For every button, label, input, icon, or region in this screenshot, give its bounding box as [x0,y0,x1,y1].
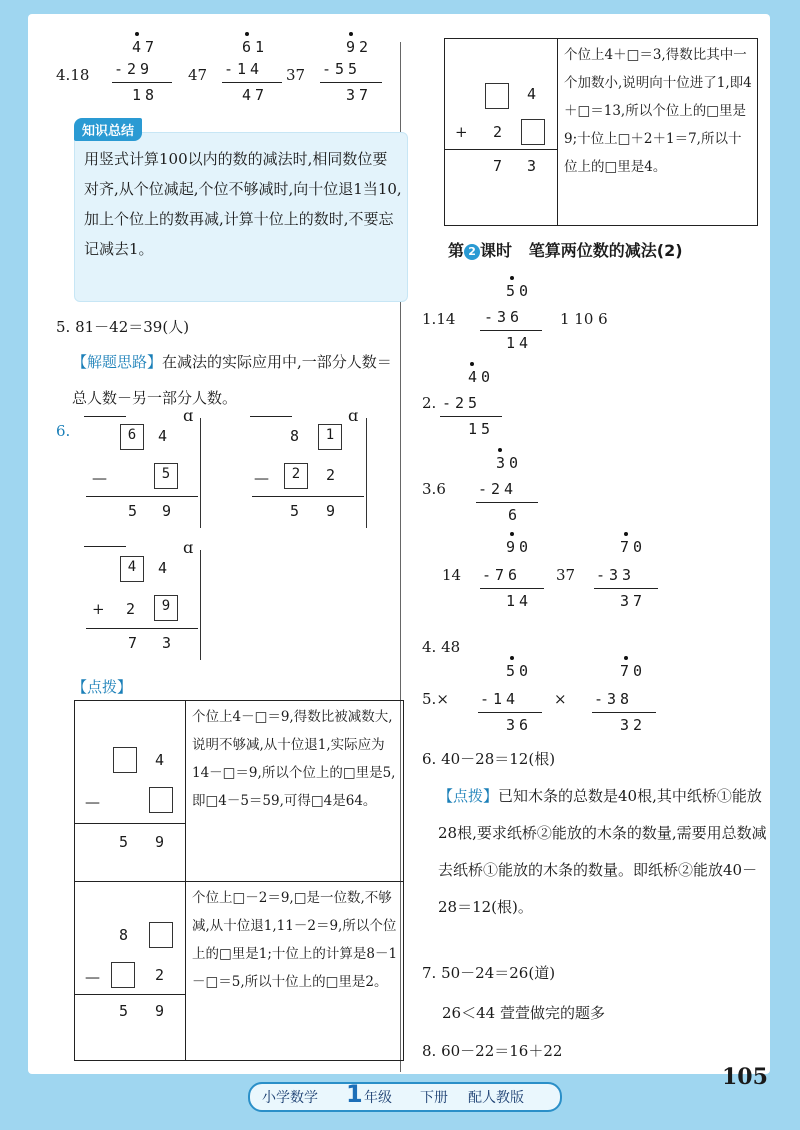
r1-rest: 1 10 6 [560,310,608,328]
r3b-a: 14 [442,566,462,584]
r3b-b: 37 [556,566,576,584]
r1-label: 1.14 [422,310,456,328]
r7-line2: 26＜44 萱萱做完的题多 [442,1004,605,1022]
hint-calc-3: 4 + 2 7 3 [445,39,558,226]
r5-label: 5.× [422,690,449,708]
q4-label: 4.18 [56,66,90,84]
hint-text-3: 个位上4＋□＝3,得数比其中一个加数小,说明向十位进了1,即4＋□＝13,所以个位上的□里是9;十位上□＋2＋1＝7,所以十位上的□里是4。 [564,47,752,175]
knowledge-badge: 知识总结 [74,118,142,141]
hint-text-2: 个位上□－2＝9,□是一位数,不够减,从十位退1,11－2＝9,所以个位上的□里是1;十位上的计算是8－1－□＝5,所以十位上的□里是2。 [192,890,398,990]
r4-line: 4. 48 [422,638,461,656]
r6-explanation: 【点拨】已知木条的总数是40根,其中纸桥①能放28根,要求纸桥②能放的木条的数量,需要用总数减去纸桥①能放的木条的数量。即纸桥②能放40－28＝12(根)。 [438,787,767,916]
hint-table-left [74,700,404,1061]
knowledge-text: 用竖式计算100以内的数的减法时,相同数位要对齐,从个位减起,个位不够减时,向十位退1当10,加上个位上的数再减,计算十位上的数时,不要忘记减去1。 [84,150,402,258]
hint-calc-2: 8 — 2 5 9 [75,882,186,1061]
q5-line: 5. 81－42＝39(人) [56,318,190,336]
hint-calc-1: 4 — 5 9 [75,701,186,882]
r7-line: 7. 50－24＝26(道) [422,964,556,982]
r8-line: 8. 60－22＝16＋22 [422,1042,563,1060]
page-number: 105 [722,1064,768,1090]
hint-table-right [444,38,758,226]
r6-line: 6. 40－28＝12(根) [422,750,556,768]
q4-c: 37 [286,66,306,84]
r2-label: 2. [422,394,437,412]
r5-x2: × [554,690,567,708]
r3-label: 3.6 [422,480,446,498]
q4-b: 47 [188,66,208,84]
workbook-page: 4.18 47 -29 18 47 61 -14 47 37 92 -55 37 知识总结 用竖式计算100以内的数的减法时,相同数位要对齐,从个位减起,个位不够减时,向十位退1当10,加上个位上的数再减,计算十位上的数时,不要忘记减去1。 5. 81－42＝39(人) 【解题思路】在减法的实际应用中,一部分人数＝总人数－另一部分人数。 6. 6 4 — 5 5 9 ɑ 8 1 — 2 2 5 9 ɑ 4 4 + 2 9 7 3 ɑ 【点拨】 4 — 5 9 个位上4－□＝9,得数比被减数大,说明不够减,从十位退1,实际应为14－□＝9,所以个位上的□里是5,即□4－5＝59,可得□4是64。 8 — 2 5 9 个位上□－2＝9,□是一位数,不够减,从十位退1,11－2＝9,所以个位上的□里是1;十位上的计算是8－1－□＝5,所以十位上的□里是2。 4 + 2 7 3 个位上4＋□＝3,得数比其中一个加数小,说明向十位进了1,即4＋□＝13,所以个位上的□里是9;十位上□＋2＋1＝7,所以十位上的□里是4。 第 2 课时 笔算两位数的减法(2) 1.14 50 -36 14 1 10 6 2. 40 -25 15 3.6 30 -24 6 14 90 -76 14 37 70 -33 37 4. 48 5.× 50 -14 36 × 70 -38 32 6. 40－28＝12(根) 【点拨】已知木条的总数是40根,其中纸桥①能放28根,要求纸桥②能放的木条的数量,需要用总数减去纸桥①能放的木条的数量。即纸桥②能放40－28＝12(根)。 7. 50－24＝26(道) 26＜44 萱萱做完的题多 8. 60－22＝16＋22 [28,14,770,1074]
lesson-title: 第 2 课时 笔算两位数的减法(2) [448,241,683,260]
q6-label: 6. [56,422,71,440]
hint-tag: 【点拨】 [72,678,133,696]
hint-text-1: 个位上4－□＝9,得数比被减数大,说明不够减,从十位退1,实际应为14－□＝9,所以个位上的□里是5,即□4－5＝59,可得□4是64。 [192,709,396,809]
footer-book-info: 小学数学 1 年级 下册 配人教版 [248,1082,562,1112]
q5-explanation: 【解题思路】在减法的实际应用中,一部分人数＝总人数－另一部分人数。 [72,353,392,407]
